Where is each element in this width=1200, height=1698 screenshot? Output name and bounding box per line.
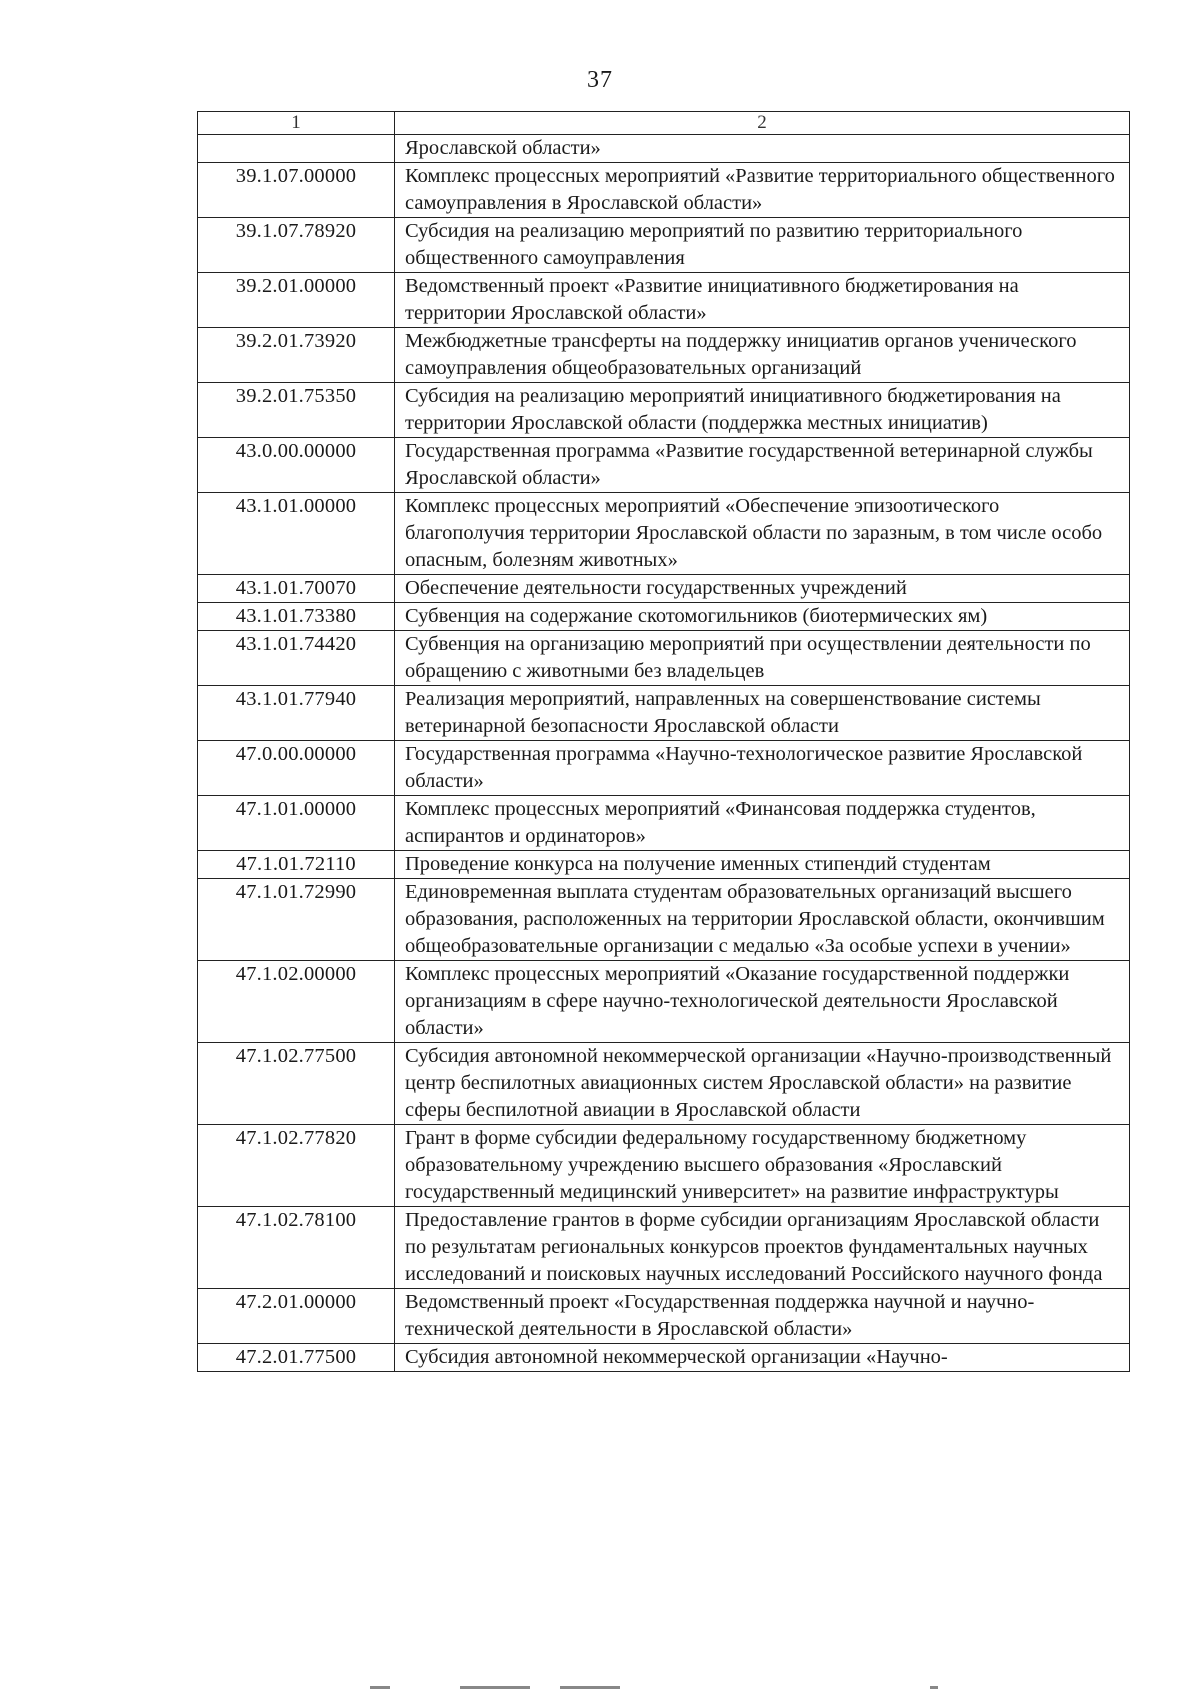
table-row <box>198 851 1130 879</box>
row-description: Межбюджетные трансферты на поддержку инициатив органов ученического самоуправления общеобразовательных организаций <box>395 328 1130 383</box>
table-row <box>198 328 1130 383</box>
scan-artifact <box>370 1686 1010 1698</box>
row-description: Комплекс процессных мероприятий «Оказание государственной поддержки организациям в сфере научно-технологической деятельности Ярославской области» <box>395 961 1130 1043</box>
table-row <box>198 273 1130 328</box>
row-code: 47.1.02.78100 <box>198 1207 395 1289</box>
row-code: 43.0.00.00000 <box>198 438 395 493</box>
row-description: Предоставление грантов в форме субсидии организациям Ярославской области по результатам региональных конкурсов проектов фундаментальных научных исследований и поисковых научных исследований Российского научного фонда <box>395 1207 1130 1289</box>
table-row <box>198 741 1130 796</box>
row-description: Единовременная выплата студентам образовательных организаций высшего образования, расположенных на территории Ярославской области, окончившим общеобразовательные организации с медалью «За особые успехи в учении» <box>395 879 1130 961</box>
table-row <box>198 686 1130 741</box>
row-code: 39.1.07.78920 <box>198 218 395 273</box>
row-description: Комплекс процессных мероприятий «Обеспечение эпизоотического благополучия территории Ярославской области по заразным, в том числе особо опасным, болезням животных» <box>395 493 1130 575</box>
row-code: 47.0.00.00000 <box>198 741 395 796</box>
table-row <box>198 879 1130 961</box>
row-code: 43.1.01.73380 <box>198 603 395 631</box>
row-description: Комплекс процессных мероприятий «Финансовая поддержка студентов, аспирантов и ординаторов» <box>395 796 1130 851</box>
table-row <box>198 575 1130 603</box>
table-row <box>198 1289 1130 1344</box>
column-header-description: 2 <box>395 112 1130 135</box>
row-description: Государственная программа «Развитие государственной ветеринарной службы Ярославской области» <box>395 438 1130 493</box>
table-row <box>198 961 1130 1043</box>
row-description: Обеспечение деятельности государственных учреждений <box>395 575 1130 603</box>
table-row <box>198 1125 1130 1207</box>
row-description: Субсидия на реализацию мероприятий по развитию территориального общественного самоуправления <box>395 218 1130 273</box>
table-row <box>198 438 1130 493</box>
row-description: Государственная программа «Научно-технологическое развитие Ярославской области» <box>395 741 1130 796</box>
row-code: 47.2.01.00000 <box>198 1289 395 1344</box>
row-code: 47.1.01.72990 <box>198 879 395 961</box>
row-code: 39.2.01.00000 <box>198 273 395 328</box>
table-row <box>198 1344 1130 1372</box>
row-code: 39.1.07.00000 <box>198 163 395 218</box>
row-code: 47.1.01.00000 <box>198 796 395 851</box>
row-description: Комплекс процессных мероприятий «Развитие территориального общественного самоуправления в Ярославской области» <box>395 163 1130 218</box>
column-header-code: 1 <box>198 112 395 135</box>
row-code: 39.2.01.73920 <box>198 328 395 383</box>
row-description: Ведомственный проект «Развитие инициативного бюджетирования на территории Ярославской области» <box>395 273 1130 328</box>
budget-classification-table <box>197 111 1130 1372</box>
row-code <box>198 135 395 163</box>
table-row <box>198 383 1130 438</box>
row-description: Субвенция на организацию мероприятий при осуществлении деятельности по обращению с животными без владельцев <box>395 631 1130 686</box>
table-row <box>198 631 1130 686</box>
row-description: Проведение конкурса на получение именных стипендий студентам <box>395 851 1130 879</box>
row-code: 39.2.01.75350 <box>198 383 395 438</box>
row-code: 47.1.02.00000 <box>198 961 395 1043</box>
table-row <box>198 493 1130 575</box>
row-description: Субсидия автономной некоммерческой организации «Научно-производственный центр беспилотных авиационных систем Ярославской области» на развитие сферы беспилотной авиации в Ярославской области <box>395 1043 1130 1125</box>
table-row <box>198 163 1130 218</box>
page-number: 37 <box>587 67 613 93</box>
row-code: 43.1.01.00000 <box>198 493 395 575</box>
table-row <box>198 796 1130 851</box>
row-description: Субсидия на реализацию мероприятий инициативного бюджетирования на территории Ярославской области (поддержка местных инициатив) <box>395 383 1130 438</box>
row-code: 43.1.01.77940 <box>198 686 395 741</box>
table-row <box>198 603 1130 631</box>
table-row <box>198 1207 1130 1289</box>
row-description: Реализация мероприятий, направленных на совершенствование системы ветеринарной безопасности Ярославской области <box>395 686 1130 741</box>
row-code: 47.1.01.72110 <box>198 851 395 879</box>
row-description: Грант в форме субсидии федеральному государственному бюджетному образовательному учреждению высшего образования «Ярославский государственный медицинский университет» на развитие инфраструктуры <box>395 1125 1130 1207</box>
table-row <box>198 1043 1130 1125</box>
row-code: 47.1.02.77500 <box>198 1043 395 1125</box>
row-description: Субсидия автономной некоммерческой организации «Научно- <box>395 1344 1130 1372</box>
row-code: 43.1.01.74420 <box>198 631 395 686</box>
row-description: Ярославской области» <box>395 135 1130 163</box>
table-header-row <box>198 112 1130 135</box>
row-code: 47.1.02.77820 <box>198 1125 395 1207</box>
row-code: 43.1.01.70070 <box>198 575 395 603</box>
table-row <box>198 218 1130 273</box>
row-description: Субвенция на содержание скотомогильников (биотермических ям) <box>395 603 1130 631</box>
row-code: 47.2.01.77500 <box>198 1344 395 1372</box>
row-description: Ведомственный проект «Государственная поддержка научной и научно-технической деятельности в Ярославской области» <box>395 1289 1130 1344</box>
table-row <box>198 135 1130 163</box>
